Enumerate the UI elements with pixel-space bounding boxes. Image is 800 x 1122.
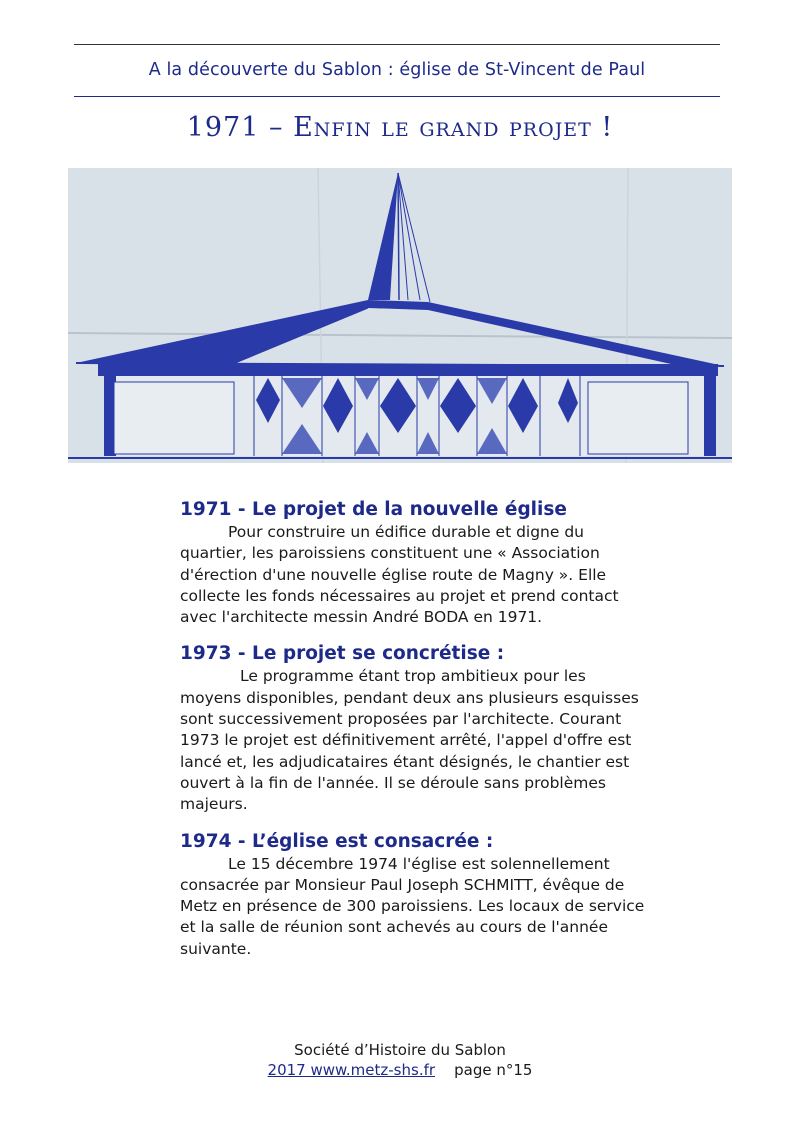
church-blueprint-drawing — [68, 168, 732, 463]
section-text: Le 15 décembre 1974 l'église est solennellement consacrée par Monsieur Paul Joseph SCHMITT, évêque de Metz en présence de 300 paroissiens. Les locaux de service et la salle de réunion sont achevés au cours de l'année suivante. — [180, 854, 645, 958]
top-rule — [74, 44, 720, 45]
page-title: 1971 – Enfin le grand projet ! — [186, 112, 614, 143]
section-1973 — [180, 642, 650, 815]
section-1974 — [180, 830, 650, 960]
footer-line — [0, 1060, 800, 1080]
section-heading: 1971 - Le projet de la nouvelle église — [180, 499, 567, 520]
section-text: Le programme étant trop ambitieux pour les moyens disponibles, pendant deux ans plusieurs esquisses sont successivement proposées par l'architecte. Courant 1973 le projet est définitivement arrêté, l'appel d'offre est lancé et, les adjudicataires étant désignés, le chantier est ouvert à la fin de l'année. Il se déroule sans problèmes majeurs. — [180, 667, 639, 814]
page-number: page n°15 — [454, 1061, 533, 1079]
page-footer — [0, 1040, 800, 1080]
section-text: Pour construire un édifice durable et digne du quartier, les paroissiens constituent une « Association d'érection d'une nouvelle église route de Magny ». Elle collecte les fonds nécessaires au projet et prend contact avec l'architecte messin André BODA en 1971. — [180, 523, 619, 627]
section-heading: 1973 - Le projet se concrétise : — [180, 643, 505, 665]
section-1971 — [180, 498, 650, 628]
website-link[interactable]: 2017 www.metz-shs.fr — [267, 1061, 436, 1079]
header-rule — [74, 96, 720, 97]
article-body — [180, 498, 650, 974]
section-heading: 1974 - L’église est consacrée : — [180, 830, 494, 852]
society-name: Société d’Histoire du Sablon — [294, 1041, 506, 1059]
page-header: A la découverte du Sablon : église de St-Vincent de Paul — [148, 60, 646, 80]
